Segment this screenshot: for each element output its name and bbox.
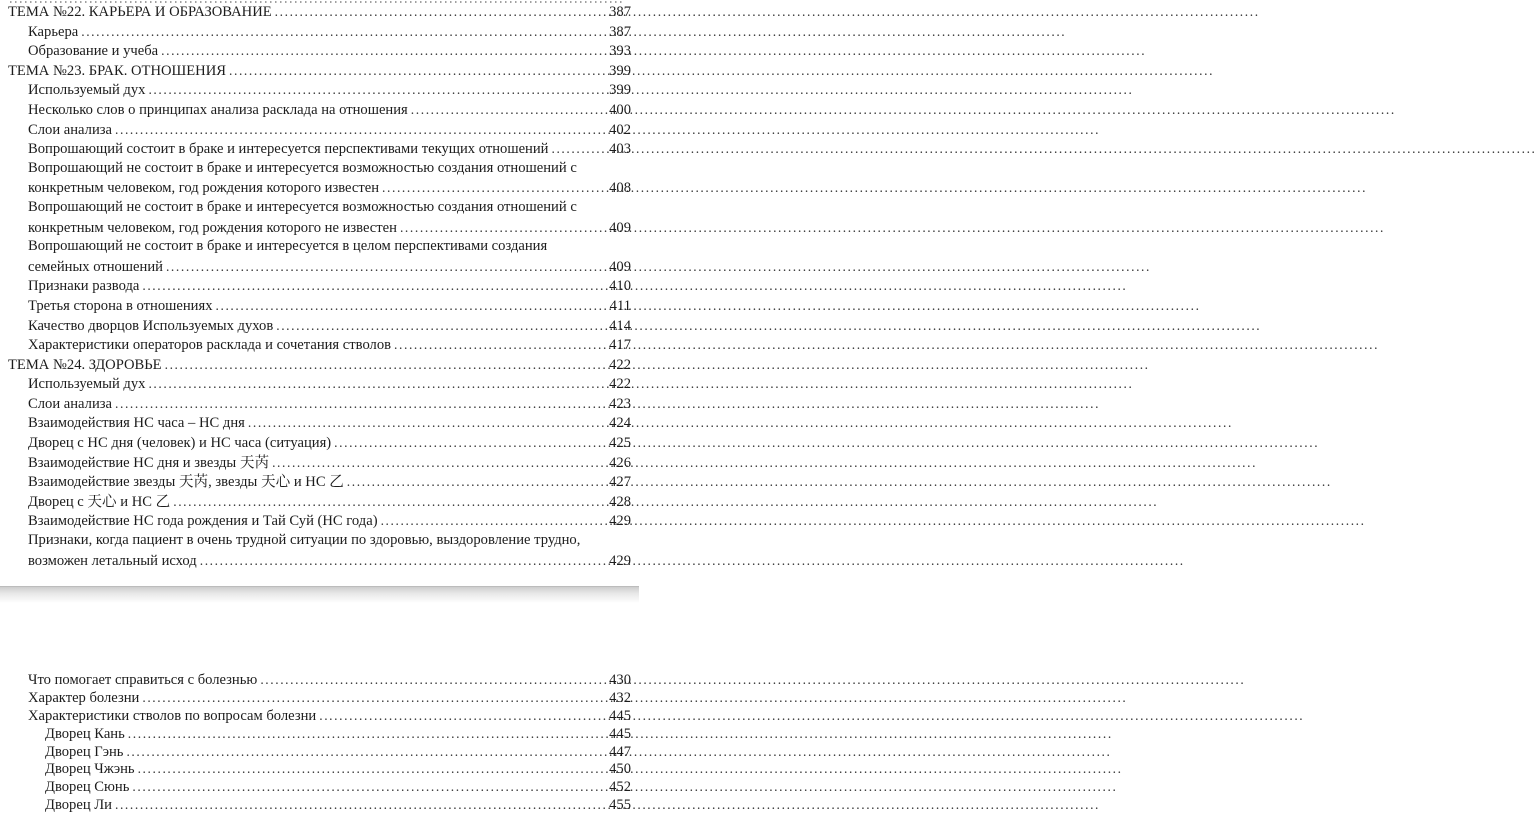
toc-entry <box>0 671 639 689</box>
page-number: 447 <box>609 743 631 760</box>
dot-leader <box>161 41 608 62</box>
toc-entry <box>0 120 639 140</box>
toc-entry-text: Слои анализа <box>28 395 112 412</box>
dot-leader <box>276 316 608 337</box>
toc-entry <box>0 276 639 296</box>
toc-entry-text: Взаимодействия НС часа – НС дня <box>28 415 245 432</box>
dot-leader <box>334 433 608 454</box>
toc-entry-text: Дворец с НС дня (человек) и НС часа (ситуация) <box>28 435 332 452</box>
dot-leader <box>148 374 608 395</box>
page-number: 429 <box>609 552 631 569</box>
toc-entry-text: Дворец с 天心 и НС 乙 <box>28 493 171 510</box>
dot-leader <box>275 2 608 23</box>
toc-entry <box>0 198 639 218</box>
page-number: 399 <box>609 62 631 79</box>
page-number: 425 <box>609 435 631 452</box>
toc-entry <box>0 453 639 473</box>
toc-entry <box>0 413 639 433</box>
toc-entry <box>0 316 639 336</box>
toc-entry <box>0 707 639 725</box>
page-number: 422 <box>609 376 631 393</box>
toc-entry <box>0 159 639 179</box>
toc-entry-text: конкретным человеком, год рождения которого известен <box>28 180 380 197</box>
toc-entry <box>0 394 639 414</box>
toc-entry <box>0 257 639 277</box>
page-number: 423 <box>609 395 631 412</box>
dot-leader <box>142 689 608 708</box>
dot-leader <box>400 218 608 239</box>
page-number: 409 <box>609 258 631 275</box>
page-number: 429 <box>609 513 631 530</box>
toc-entry <box>0 796 639 814</box>
toc-entry-text: Признаки, когда пациент в очень трудной ситуации по здоровью, выздоровление трудно, <box>28 532 581 549</box>
toc-entry-text: Вопрошающий не состоит в браке и интересуется возможностью создания отношений с <box>28 159 577 176</box>
dot-leader <box>319 707 608 726</box>
dot-leader <box>148 80 608 101</box>
dot-leader <box>128 725 608 744</box>
toc-entry-text: Вопрошающий не состоит в браке и интересуется в целом перспективами создания <box>28 238 548 255</box>
dot-leader <box>411 100 608 121</box>
dot-leader <box>382 178 608 199</box>
dot-leader <box>126 743 608 762</box>
toc-entry <box>0 335 639 355</box>
page-number: 445 <box>609 707 631 724</box>
page-number: 409 <box>609 219 631 236</box>
toc-entry <box>0 355 639 375</box>
toc-entry-text: Дворец Ли <box>45 797 112 814</box>
dot-leader <box>115 120 608 141</box>
dot-leader <box>115 394 608 415</box>
toc-entry <box>0 472 639 492</box>
page-number: 430 <box>609 672 631 688</box>
dot-leader <box>166 257 608 278</box>
toc-entry <box>0 237 639 257</box>
page-number: 432 <box>609 689 631 706</box>
toc-entry <box>0 760 639 778</box>
toc-entry-text: Характеристики стволов по вопросам болезни <box>28 707 317 724</box>
toc-entry-text: Используемый дух <box>28 82 146 99</box>
toc-entry <box>0 492 639 512</box>
page-number: 403 <box>609 141 631 158</box>
page-break-shadow <box>0 586 639 603</box>
dot-leader <box>394 335 608 356</box>
page-number: 387 <box>609 23 631 40</box>
toc-entry-text: Признаки развода <box>28 278 140 295</box>
page-number: 422 <box>609 356 631 373</box>
toc-entry-text: Образование и учеба <box>28 43 159 60</box>
dot-leader <box>248 413 608 434</box>
page-number: 428 <box>609 493 631 510</box>
page-number: 387 <box>609 4 631 20</box>
dot-leader <box>132 778 608 797</box>
page-number: 450 <box>609 761 631 778</box>
dot-leader <box>173 492 608 513</box>
toc-entry <box>0 511 639 531</box>
toc-entry <box>0 218 639 238</box>
toc-entry-text: Взаимодействие НС дня и звезды 天芮 <box>28 454 270 471</box>
dot-leader <box>229 61 608 82</box>
page-number: 399 <box>609 82 631 99</box>
toc-entry <box>0 374 639 394</box>
toc-entry <box>0 743 639 761</box>
page-number: 426 <box>609 454 631 471</box>
dot-leader <box>260 671 608 690</box>
toc-entry <box>0 178 639 198</box>
page-number: 400 <box>609 101 631 118</box>
toc-entry-text: возможен летальный исход <box>28 552 197 569</box>
toc-entry <box>0 41 639 61</box>
toc-entry-text: Качество дворцов Используемых духов <box>28 317 274 334</box>
toc-entry <box>0 296 639 316</box>
dot-leader <box>81 22 608 43</box>
toc-entry-text: Карьера <box>28 23 79 40</box>
page-number: 452 <box>609 779 631 796</box>
toc-entry-text: Характеристики операторов расклада и сочетания стволов <box>28 337 392 354</box>
toc-entry <box>0 2 639 22</box>
toc-entry <box>0 80 639 100</box>
toc-entry-text: Взаимодействие звезды 天芮, звезды 天心 и НС 乙 <box>28 474 344 491</box>
toc-entry-text: ТЕМА №24. ЗДОРОВЬЕ <box>8 356 162 373</box>
toc-entry <box>0 689 639 707</box>
toc-entry <box>0 551 639 571</box>
toc-entry-text: ТЕМА №23. БРАК. ОТНОШЕНИЯ <box>8 62 226 79</box>
toc-entry-text: Взаимодействие НС года рождения и Тай Суй (НС года) <box>28 513 378 530</box>
toc-entry-text: ТЕМА №22. КАРЬЕРА И ОБРАЗОВАНИЕ <box>8 4 272 20</box>
toc-entry-text: Дворец Сюнь <box>45 779 130 796</box>
toc-entry-text: Дворец Кань <box>45 725 125 742</box>
page-number: 417 <box>609 337 631 354</box>
page-number: 424 <box>609 415 631 432</box>
toc-entry-text: Несколько слов о принципах анализа расклада на отношения <box>28 101 408 118</box>
document-viewport <box>0 0 639 814</box>
toc-entry-text: семейных отношений <box>28 258 163 275</box>
toc-entry-text: Вопрошающий не состоит в браке и интересуется возможностью создания отношений с <box>28 198 577 215</box>
page-number: 414 <box>609 317 631 334</box>
toc-entry-text: Дворец Чжэнь <box>45 761 135 778</box>
toc-entry-text: Используемый дух <box>28 376 146 393</box>
dot-leader <box>272 453 608 474</box>
toc-entry-text: конкретным человеком, год рождения которого не известен <box>28 219 397 236</box>
page-number: 393 <box>609 43 631 60</box>
dot-leader <box>165 355 609 376</box>
page-number: 445 <box>609 725 631 742</box>
dot-leader <box>551 139 608 160</box>
page-number: 455 <box>609 797 631 814</box>
page-number: 427 <box>609 474 631 491</box>
dot-leader <box>347 472 608 493</box>
toc-entry-text: Третья сторона в отношениях <box>28 297 213 314</box>
dot-leader <box>200 551 608 572</box>
toc-entry-text: Вопрошающий состоит в браке и интересуется перспективами текущих отношений <box>28 141 549 158</box>
dot-leader <box>138 760 609 779</box>
toc-entry <box>0 725 639 743</box>
page-number: 411 <box>609 297 631 314</box>
page-number: 408 <box>609 180 631 197</box>
toc-entry <box>0 100 639 120</box>
toc-page-2 <box>0 671 639 814</box>
toc-entry <box>0 778 639 796</box>
toc-page-1 <box>0 2 639 570</box>
toc-entry <box>0 61 639 81</box>
toc-entry <box>0 531 639 551</box>
toc-entry-text: Что помогает справиться с болезнью <box>28 672 258 688</box>
toc-entry <box>0 139 639 159</box>
page-number: 410 <box>609 278 631 295</box>
dot-leader <box>381 511 609 532</box>
toc-entry-text: Дворец Гэнь <box>45 743 124 760</box>
toc-entry-text: Слои анализа <box>28 121 112 138</box>
page-number: 402 <box>609 121 631 138</box>
toc-entry <box>0 22 639 42</box>
dot-leader <box>216 296 609 317</box>
toc-entry <box>0 433 639 453</box>
dot-leader <box>142 276 608 297</box>
toc-entry-text: Характер болезни <box>28 689 140 706</box>
dot-leader <box>115 796 608 815</box>
